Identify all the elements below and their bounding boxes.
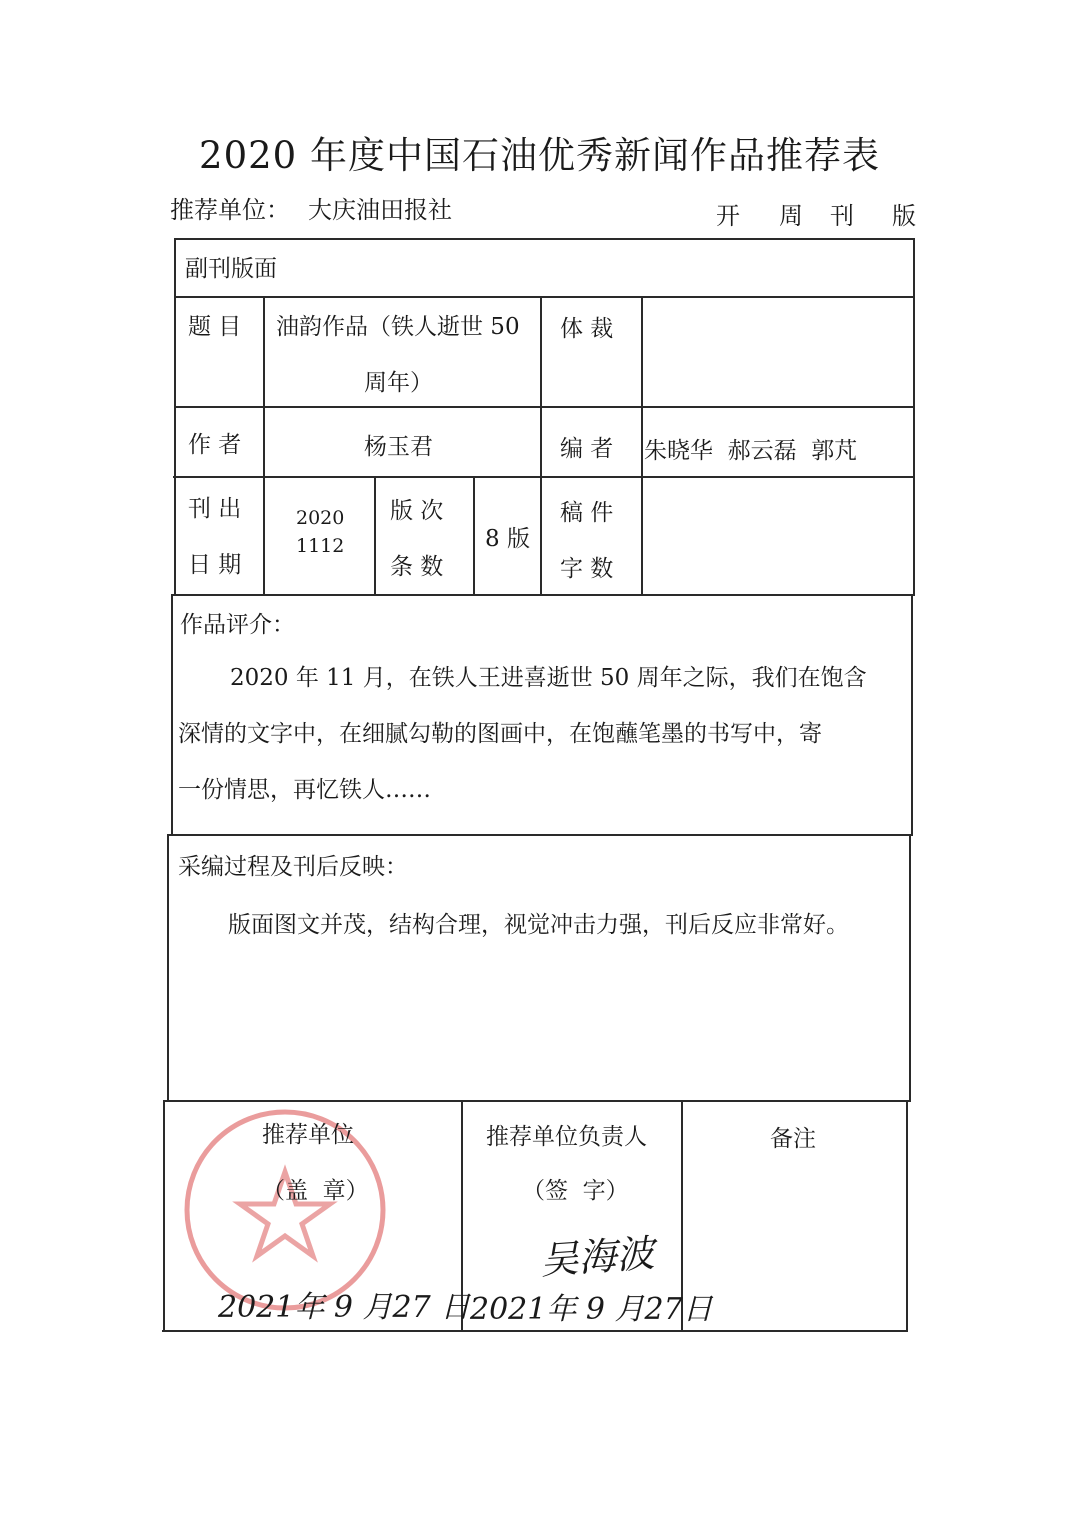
grid-line [641,296,643,596]
words-label-1: 稿 件 [560,500,614,526]
grid-line [374,476,376,596]
page-title: 2020 年度中国石油优秀新闻作品推荐表 [199,134,880,177]
pubdate-value-1: 2020 [296,507,345,529]
grid-line [171,594,173,836]
grid-line [162,1330,907,1332]
edition-value: 8 版 [485,526,530,552]
edition-label-1: 版 次 [390,498,444,524]
pubdate-label-2: 日 期 [188,552,242,578]
words-label-2: 字 数 [560,556,614,582]
recommend-unit-label: 推荐单位： [170,196,290,224]
grid-line [172,594,913,596]
footer-unit-date: 2021年 9 月27 日 [218,1290,471,1325]
grid-line [173,476,914,478]
title-value-line2: 周年） [364,370,433,396]
grid-line [174,406,915,408]
handwritten-signature: 吴海波 [538,1231,656,1283]
grid-line [174,296,915,298]
title-value-line1: 油韵作品（铁人逝世 50 [276,314,520,340]
section-title: 副刊版面 [185,256,277,282]
footer-remarks-label: 备注 [770,1126,816,1152]
grid-line [167,834,169,1102]
process-text: 版面图文并茂，结构合理，视觉冲击力强，刊后反应非常好。 [228,912,849,938]
grid-line [169,834,912,836]
grid-line [913,238,915,596]
grid-line [174,238,915,240]
grid-line [174,238,176,596]
footer-head-label: 推荐单位负责人 [486,1124,647,1150]
recommend-unit-value: 大庆油田报社 [308,196,452,224]
grid-line [909,834,911,1102]
genre-label: 体 裁 [560,316,614,342]
title-label: 题 目 [188,314,242,340]
grid-line [473,476,475,596]
footer-head-date: 2021年 9 月27日 [470,1292,713,1327]
grid-line [906,1100,908,1332]
footer-unit-seal: （盖 章） [262,1178,369,1204]
grid-line [163,1100,165,1332]
grid-line [911,594,913,836]
format-kan: 刊 [830,202,854,230]
evaluation-line3: 一份情思，再忆铁人…… [178,777,431,803]
edition-label-2: 条 数 [390,554,444,580]
format-zhou: 周 [779,202,803,230]
pubdate-value-2: 1112 [296,535,345,557]
editor-label: 编 者 [560,436,614,462]
evaluation-label: 作品评介： [180,612,295,638]
author-value: 杨玉君 [364,434,433,460]
grid-line [263,296,265,596]
footer-unit-label: 推荐单位 [262,1122,354,1148]
editor-value: 朱晓华 郝云磊 郭芃 [644,438,858,464]
footer-head-sign: （签 字） [522,1178,629,1204]
evaluation-line2: 深情的文字中，在细腻勾勒的图画中，在饱蘸笔墨的书写中，寄 [178,721,822,747]
format-kai: 开 [716,202,740,230]
author-label: 作 者 [188,432,242,458]
process-label: 采编过程及刊后反映： [178,854,408,880]
format-ban: 版 [892,202,916,230]
grid-line [540,296,542,596]
pubdate-label-1: 刊 出 [188,496,242,522]
evaluation-line1: 2020 年 11 月，在铁人王进喜逝世 50 周年之际，我们在饱含 [230,665,867,691]
